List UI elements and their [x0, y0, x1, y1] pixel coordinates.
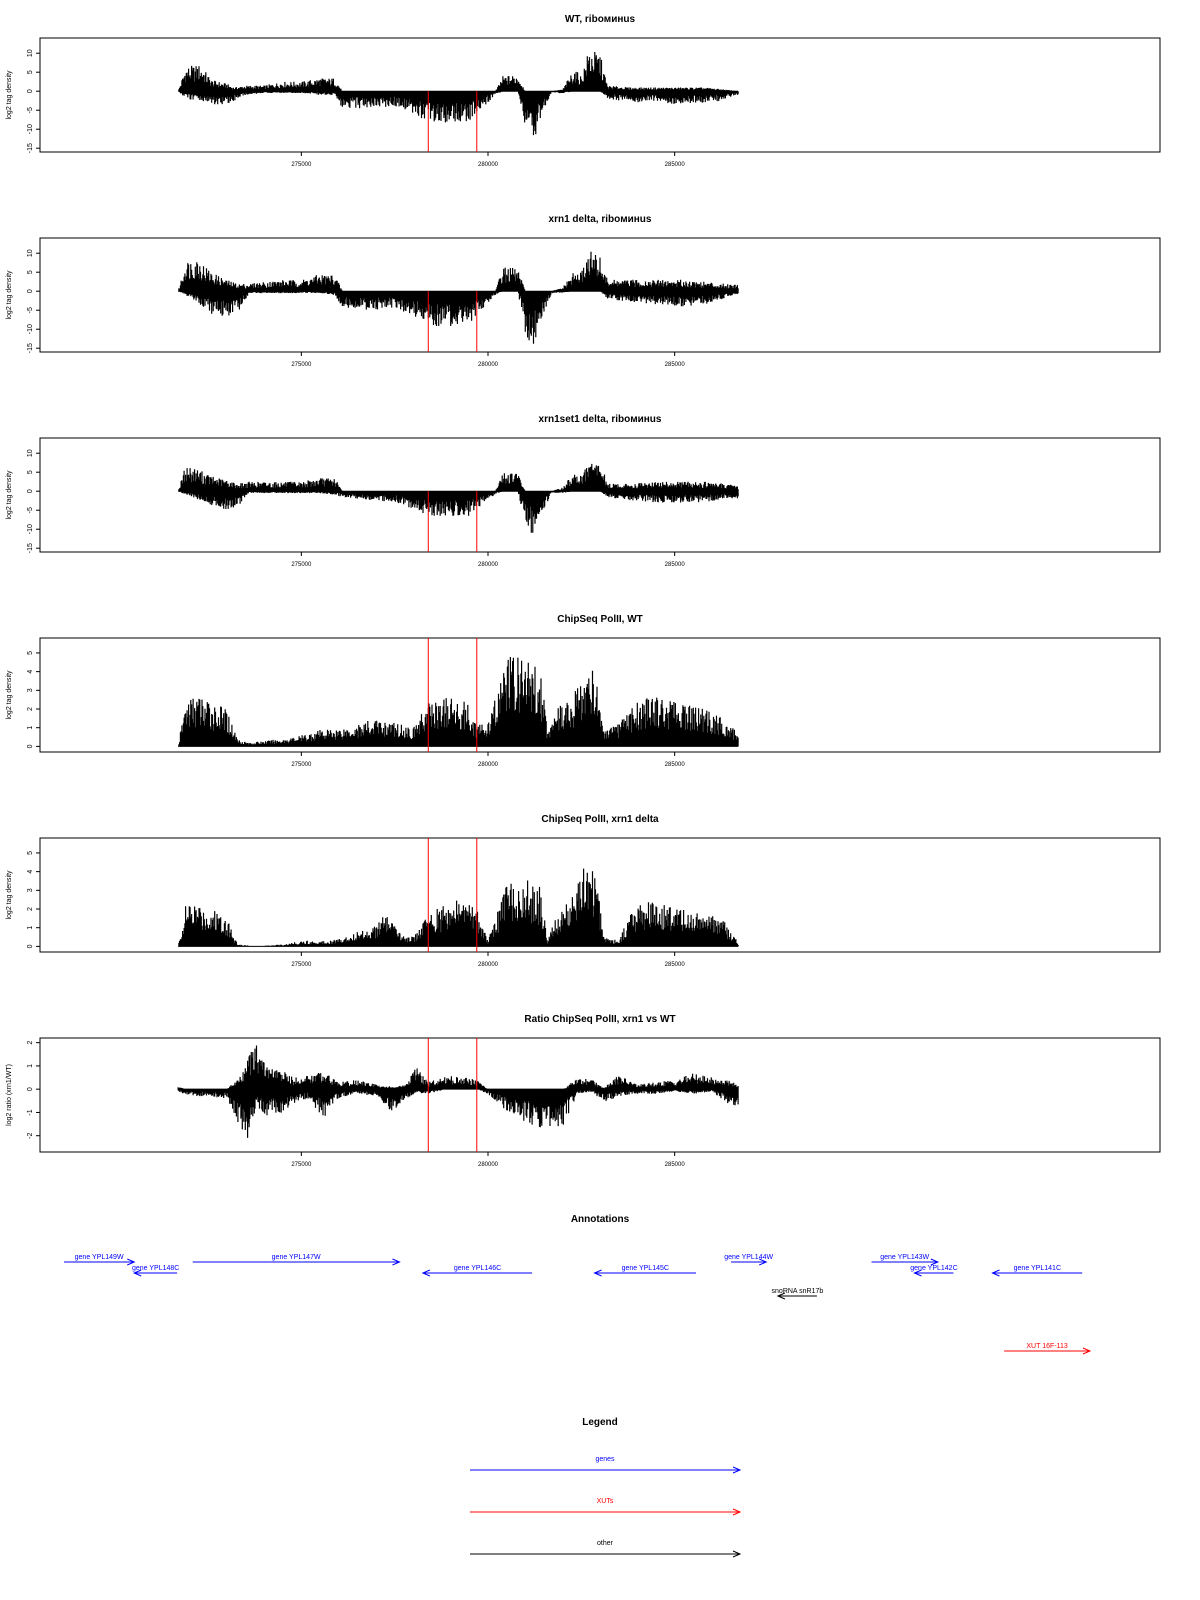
- chart-title: xrn1set1 delta, riboминus: [538, 414, 662, 425]
- x-tick-label: 275000: [291, 362, 312, 368]
- signal-positive: [179, 869, 738, 947]
- annotation-item: [193, 1254, 400, 1265]
- y-tick-label: 0: [27, 1087, 34, 1092]
- y-tick-label: 2: [27, 1040, 34, 1045]
- y-axis-label: log2 ratio (xrn1/WT): [6, 1064, 13, 1126]
- y-tick-label: 3: [27, 888, 34, 893]
- y-tick-label: -15: [27, 543, 34, 554]
- annotation-label: gene YPL144W: [724, 1254, 774, 1261]
- y-axis-label: log2 tag density: [6, 470, 13, 520]
- y-tick-label: -10: [27, 124, 34, 135]
- y-tick-label: 10: [27, 49, 34, 58]
- x-tick-label: 280000: [477, 762, 499, 768]
- x-tick-label: 280000: [477, 162, 499, 168]
- y-tick-label: -2: [27, 1132, 34, 1139]
- y-tick-label: 10: [27, 449, 34, 458]
- x-tick-label: 285000: [664, 762, 685, 768]
- chart-panel-5: [6, 814, 1160, 968]
- chart-title: ChipSeq PolII, xrn1 delta: [541, 814, 659, 825]
- x-tick-label: 285000: [664, 1162, 685, 1168]
- y-tick-label: -10: [27, 324, 34, 335]
- annotation-label: gene YPL141C: [1013, 1265, 1062, 1272]
- x-tick-label: 275000: [291, 562, 312, 568]
- y-tick-label: 0: [27, 289, 34, 294]
- annotation-item: [992, 1265, 1082, 1276]
- y-tick-label: -5: [27, 107, 34, 114]
- y-tick-label: 1: [27, 925, 34, 930]
- annotation-label: gene YPL143W: [880, 1254, 930, 1261]
- y-tick-label: 4: [27, 869, 34, 874]
- annotation-item: [872, 1254, 938, 1265]
- y-tick-label: 10: [27, 249, 34, 258]
- chart-title: Ratio ChipSeq PolII, xrn1 vs WT: [524, 1014, 676, 1025]
- signal-negative: [179, 91, 738, 135]
- x-tick-label: 275000: [291, 962, 312, 968]
- y-tick-label: 0: [27, 89, 34, 94]
- y-tick-label: -5: [27, 307, 34, 314]
- annotation-item: [595, 1265, 696, 1276]
- annotations-panel: [64, 1214, 1090, 1354]
- y-tick-label: -1: [27, 1109, 34, 1116]
- x-tick-label: 280000: [477, 962, 499, 968]
- chart-title: ChipSeq PolII, WT: [557, 614, 643, 625]
- annotation-label: gene YPL146C: [453, 1265, 502, 1272]
- annotation-label: gene YPL149W: [74, 1254, 124, 1261]
- chart-panel-1: [6, 14, 1160, 168]
- annotation-label: snoRNA snR17b: [771, 1288, 824, 1295]
- signal-positive: [179, 52, 736, 91]
- chart-panel-3: [6, 414, 1160, 568]
- y-tick-label: 5: [27, 70, 34, 75]
- annotation-item: [132, 1265, 179, 1276]
- y-tick-label: 5: [27, 270, 34, 275]
- annotation-label: gene YPL145C: [621, 1265, 669, 1272]
- signal-negative: [178, 1089, 738, 1138]
- legend-title: Legend: [582, 1417, 618, 1428]
- annotation-item: [64, 1254, 134, 1265]
- y-axis-label: log2 tag density: [6, 270, 13, 320]
- chart-panel-6: [6, 1014, 1160, 1168]
- y-tick-label: 2: [27, 907, 34, 911]
- y-tick-label: 5: [27, 850, 34, 855]
- y-axis-label: log2 tag density: [6, 870, 13, 920]
- legend-panel: [470, 1417, 740, 1557]
- signal-positive: [179, 252, 738, 292]
- y-tick-label: 5: [27, 470, 34, 475]
- y-tick-label: 3: [27, 688, 34, 693]
- y-tick-label: 2: [27, 707, 34, 711]
- x-tick-label: 285000: [664, 362, 685, 368]
- chart-title: WT, riboминus: [564, 14, 636, 25]
- x-tick-label: 275000: [291, 1162, 312, 1168]
- y-tick-label: -15: [27, 343, 34, 354]
- legend-label: other: [597, 1540, 613, 1547]
- x-tick-label: 280000: [477, 1162, 499, 1168]
- annotation-label: gene YPL148C: [131, 1265, 180, 1272]
- signal-negative: [179, 491, 738, 533]
- y-axis-label: log2 tag density: [6, 70, 13, 120]
- y-tick-label: -15: [27, 143, 34, 154]
- x-tick-label: 285000: [664, 562, 685, 568]
- x-tick-label: 285000: [664, 162, 685, 168]
- y-axis-label: log2 tag density: [6, 670, 13, 720]
- y-tick-label: -5: [27, 507, 34, 514]
- legend-label: genes: [595, 1456, 615, 1463]
- y-tick-label: 0: [27, 944, 34, 949]
- signal-positive: [178, 1046, 738, 1090]
- x-tick-label: 280000: [477, 362, 499, 368]
- y-tick-label: 0: [27, 744, 34, 749]
- chart-panel-4: [6, 614, 1160, 768]
- chart-title: xrn1 delta, riboминus: [548, 214, 652, 225]
- annotation-item: [423, 1265, 532, 1276]
- x-tick-label: 275000: [291, 762, 312, 768]
- annotation-item: [1004, 1343, 1090, 1354]
- legend-label: XUTs: [596, 1498, 614, 1505]
- annotation-label: XUT 16F-113: [1026, 1343, 1068, 1350]
- signal-negative: [179, 291, 738, 344]
- x-tick-label: 280000: [477, 562, 499, 568]
- y-tick-label: 0: [27, 489, 34, 494]
- annotation-item: [910, 1265, 957, 1276]
- y-tick-label: 1: [27, 1063, 34, 1068]
- annotation-item: [724, 1254, 773, 1265]
- annotations-title: Annotations: [570, 1214, 630, 1225]
- y-tick-label: 5: [27, 650, 34, 655]
- signal-positive: [179, 464, 738, 491]
- annotation-label: gene YPL142C: [910, 1265, 958, 1272]
- y-tick-label: 4: [27, 669, 34, 674]
- y-tick-label: -10: [27, 524, 34, 535]
- x-tick-label: 275000: [291, 162, 312, 168]
- x-tick-label: 285000: [664, 962, 685, 968]
- annotation-label: gene YPL147W: [271, 1254, 321, 1261]
- signal-positive: [179, 657, 738, 746]
- chart-panel-2: [6, 214, 1160, 368]
- annotation-item: [772, 1288, 824, 1299]
- y-tick-label: 1: [27, 725, 34, 730]
